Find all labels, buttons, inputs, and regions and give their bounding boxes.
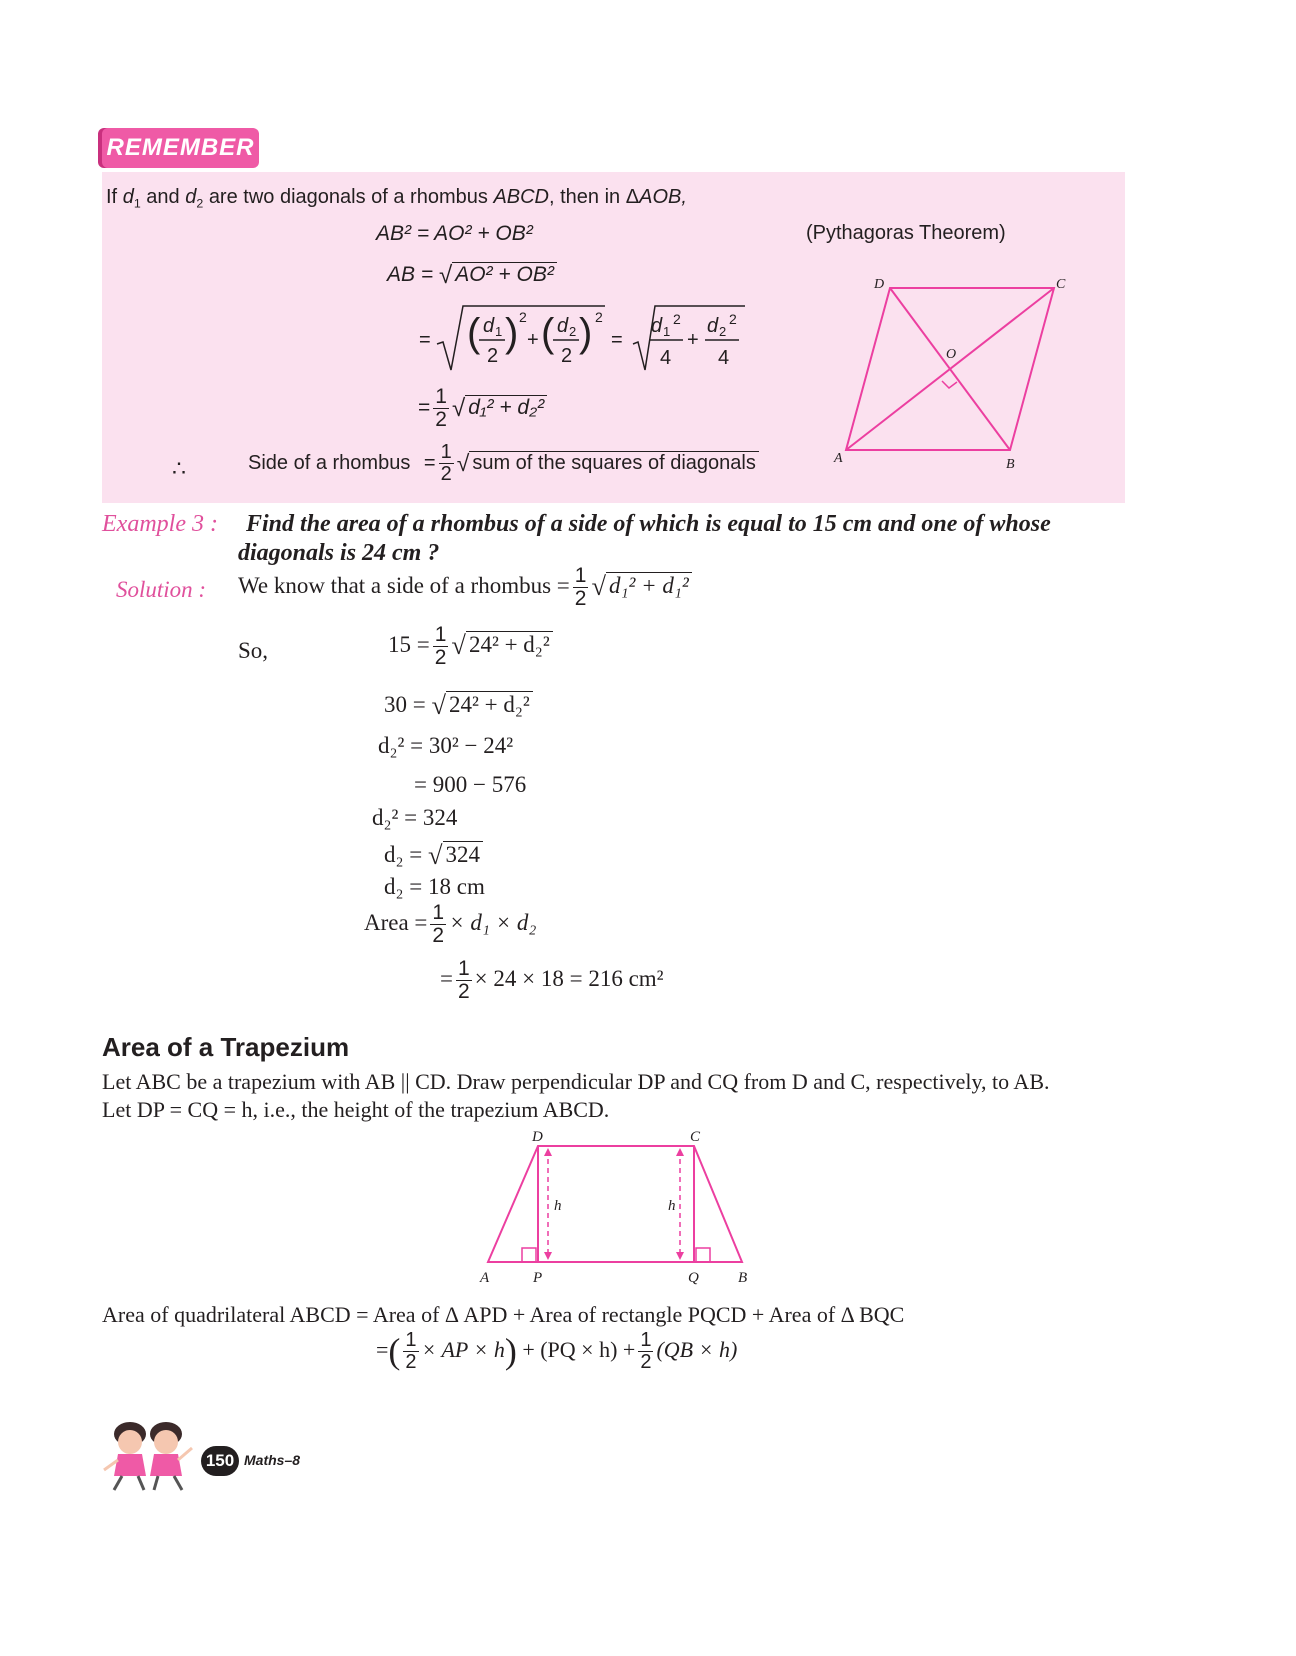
example-label: Example 3 : [102, 511, 218, 537]
svg-text:+: + [527, 329, 539, 351]
trapezium-para-line2: Let DP = CQ = h, i.e., the height of the trapezium ABCD. [102, 1097, 610, 1122]
svg-text:=: = [419, 329, 431, 351]
step4: = 900 − 576 [414, 772, 527, 797]
trapezium-heading: Area of a Trapezium [102, 1032, 350, 1062]
svg-text:d: d [651, 315, 663, 337]
svg-text:(: ( [541, 311, 555, 355]
pythagoras-note: (Pythagoras Theorem) [806, 222, 1006, 244]
label-o: O [946, 347, 957, 362]
rhombus-figure [830, 270, 1070, 480]
svg-text:2: 2 [595, 309, 603, 325]
svg-text:2: 2 [569, 324, 577, 339]
area-line1: Area of quadrilateral ABCD = Area of Δ APD + Area of rectangle PQCD + Area of Δ BQC [102, 1302, 905, 1327]
trap-label-p: P [533, 1270, 543, 1286]
trap-label-h2: h [668, 1198, 676, 1214]
svg-text:d: d [707, 315, 719, 337]
svg-text:d: d [557, 315, 569, 337]
svg-text:1: 1 [495, 324, 503, 339]
trap-label-c: C [690, 1129, 701, 1145]
svg-text:2: 2 [673, 311, 681, 327]
trap-label-d: D [532, 1129, 543, 1145]
book-title: Maths–8 [244, 1452, 301, 1468]
remember-eq3 [415, 300, 755, 374]
svg-text:4: 4 [660, 347, 672, 369]
so-label: So, [238, 638, 269, 663]
label-a: A [834, 451, 843, 466]
example-question-line1: Find the area of a rhombus of a side of which is equal to 15 cm and one of whose [246, 511, 1051, 537]
label-d: D [874, 277, 885, 292]
step2: 30 = √ 24² + d₂² [384, 690, 533, 721]
trap-label-q: Q [688, 1270, 699, 1286]
therefore-sign: ∴ [172, 456, 186, 481]
step7: d₂ = 18 cm [384, 874, 485, 899]
svg-text:2: 2 [519, 309, 527, 325]
svg-text:d: d [483, 315, 495, 337]
label-b: B [1006, 457, 1015, 472]
trapezium-para-line1: Let ABC be a trapezium with AB || CD. Draw perpendicular DP and CQ from D and C, respectively, to AB. [102, 1069, 1050, 1094]
remember-eq4: = $\frac{1}{2}$ √ d₁² + d₂² [418, 386, 547, 431]
remember-intro: If $d_1$ and $d_2$ are two diagonals of a rhombus ABCD, then in ΔAOB, [106, 186, 687, 211]
side-of-rhombus: Side of a rhombus = $\frac{1}{2}$ √ sum of the squares of diagonals [248, 442, 759, 485]
example-question-line2: diagonals is 24 cm ? [238, 540, 440, 566]
step9: = $\frac{1}{2}$ × 24 × 18 = 216 cm² [440, 957, 664, 1004]
svg-text:+: + [687, 329, 699, 351]
svg-text:=: = [611, 329, 623, 351]
svg-text:): ) [579, 311, 593, 355]
remember-eq2: AB = √ AO² + OB² [387, 262, 557, 290]
svg-text:): ) [505, 311, 519, 355]
trap-label-a: A [480, 1270, 490, 1286]
trap-label-h1: h [554, 1198, 562, 1214]
area-line2: =( $\frac{1}{2}$ × AP × h) + (PQ × h) + $\frac{1}{2}$ (QB × h) [376, 1329, 738, 1374]
solution-label: Solution : [116, 577, 207, 602]
page-number: 150 [201, 1446, 239, 1476]
svg-text:2: 2 [729, 311, 737, 327]
solution-text: We know that a side of a rhombus = $\frac{1}{2}$ √ d₁² + d₁² [238, 565, 692, 610]
svg-text:2: 2 [487, 345, 499, 367]
trapezium-figure [470, 1126, 760, 1286]
remember-tag [102, 128, 259, 168]
svg-text:2: 2 [719, 324, 727, 339]
step8: Area = $\frac{1}{2}$ × d₁ × d₂ [364, 901, 537, 948]
svg-text:2: 2 [561, 345, 573, 367]
step6: d₂ = √ 324 [384, 840, 483, 871]
svg-text:1: 1 [663, 324, 671, 339]
trap-label-b: B [738, 1270, 748, 1286]
remember-eq1: AB² = AO² + OB² [376, 222, 533, 245]
svg-text:(: ( [467, 311, 481, 355]
kids-mascot-icon [100, 1418, 196, 1494]
label-c: C [1056, 277, 1066, 292]
svg-text:4: 4 [718, 347, 730, 369]
step5: d₂² = 324 [372, 805, 458, 830]
remember-tag-label: REMEMBER [106, 134, 255, 161]
step3: d₂² = 30² − 24² [378, 733, 514, 758]
step1: 15 = $\frac{1}{2}$ √ 24² + d₂² [388, 624, 553, 669]
